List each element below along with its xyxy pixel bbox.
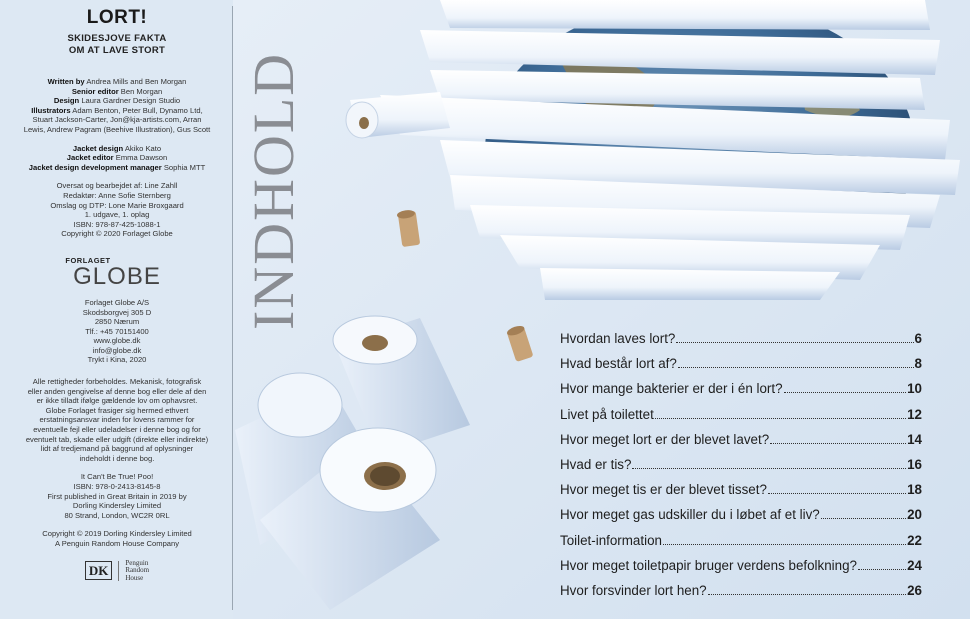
toc-title: Hvor meget tis er der blevet tisset? — [560, 482, 767, 498]
credit-jacket-editor: Jacket editor Emma Dawson — [66, 153, 168, 163]
toc-page-number: 26 — [907, 582, 922, 598]
toc-entry[interactable] — [560, 457, 922, 482]
credit-design: Design Laura Gardner Design Studio — [53, 96, 181, 106]
toc-title: Hvad er tis? — [560, 456, 632, 472]
toc-title: Hvad består lort af? — [560, 356, 677, 372]
address-line: www.globe.dk — [93, 336, 141, 346]
toc-page-number: 14 — [907, 431, 922, 447]
credit-illustrators: Illustrators Adam Benton, Peter Bull, Dynamo Ltd, — [31, 105, 203, 115]
toc-page-number: 12 — [907, 406, 922, 422]
page-divider — [232, 6, 233, 610]
toc-entry[interactable] — [560, 331, 922, 356]
toc-leader — [821, 518, 906, 519]
toc-title: Hvor meget lort er der blevet lavet? — [560, 431, 770, 447]
address-line: 2850 Nærum — [94, 317, 140, 327]
credits-block — [8, 77, 226, 135]
toc-entry[interactable] — [560, 482, 922, 507]
toc-title: Livet på toilettet — [560, 406, 654, 422]
toc-page-number: 22 — [907, 532, 922, 548]
toc-leader — [784, 392, 907, 393]
copyright-line: A Penguin Random House Company — [54, 538, 180, 548]
original-edition-info — [8, 472, 226, 520]
credit-jacket-dev: Jacket design development manager Sophia MTT — [28, 162, 206, 172]
address-line: Forlaget Globe A/S — [84, 297, 150, 307]
rights-line: erstatningsansvar inden for lovens rammer for — [39, 415, 195, 425]
jacket-credits — [8, 144, 226, 173]
toc-page-number: 6 — [914, 331, 922, 346]
logo-word: GLOBE — [73, 262, 161, 290]
uk-line: It Can't Be True! Poo! — [80, 472, 154, 482]
toc-entry[interactable] — [560, 507, 922, 532]
toc-title: Hvor mange bakterier er der i én lort? — [560, 381, 783, 397]
uk-line: ISBN: 978-0-2413-8145-8 — [73, 482, 161, 491]
danish-line: Omslag og DTP: Lone Marie Broxgaard — [50, 200, 184, 210]
toc-leader — [663, 544, 906, 545]
penguin-random-house-text: Penguin Random House — [125, 558, 150, 582]
toc-page-number: 20 — [907, 507, 922, 523]
credit-illustrators-line: Lewis, Andrew Pagram (Beehive Illustration), Gus Scott — [23, 124, 211, 134]
credits-column — [8, 0, 226, 582]
danish-line: Redaktør: Anne Sofie Sternberg — [63, 190, 171, 200]
toc-leader — [676, 342, 913, 343]
toc-leader — [655, 418, 906, 419]
toc-leader — [768, 493, 906, 494]
book-title: LORT! — [86, 7, 148, 28]
uk-line: First published in Great Britain in 2019 by — [47, 491, 187, 501]
toc-page-number: 16 — [907, 456, 922, 472]
address-line: info@globe.dk — [92, 345, 142, 355]
toc-entry[interactable] — [560, 381, 922, 406]
toc-entry[interactable] — [560, 407, 922, 432]
toc-leader — [770, 443, 906, 444]
rights-notice — [8, 377, 226, 463]
toc-title: Hvor meget toiletpapir bruger verdens befolkning? — [560, 557, 857, 573]
toc-entry[interactable] — [560, 533, 922, 558]
toc-leader — [858, 569, 906, 570]
danish-line: Copyright © 2020 Forlaget Globe — [61, 229, 173, 239]
contents-heading: INDHOLD — [241, 51, 306, 330]
toc-title: Hvor meget gas udskiller du i løbet af et liv? — [560, 507, 820, 523]
copyright-line: Copyright © 2019 Dorling Kindersley Limited — [42, 529, 192, 539]
credit-senior-editor: Senior editor Ben Morgan — [71, 86, 163, 96]
danish-line: 1. udgave, 1. oplag — [84, 210, 150, 220]
rights-line: lidt af tredjemand på baggrund af oplysninger — [40, 444, 194, 454]
toc-title: Toilet-information — [560, 532, 662, 548]
toc-title: Hvor forsvinder lort hen? — [560, 582, 707, 598]
dk-logo — [8, 560, 226, 583]
danish-edition-credits — [8, 181, 226, 239]
rights-line: eventuelt tab, skade eller udgift (direkte eller indirekte) — [25, 434, 209, 444]
toc-leader — [708, 594, 906, 595]
copyright-notice — [8, 529, 226, 548]
logo-small-text: FORLAGET — [65, 255, 111, 265]
toc-entry[interactable] — [560, 558, 922, 583]
uk-line: Dorling Kindersley Limited — [72, 501, 162, 511]
address-line: Trykt i Kina, 2020 — [87, 355, 147, 365]
dk-mark: DK — [85, 561, 113, 580]
rights-line: eller anden gengivelse af denne bog eller dele af den — [27, 386, 207, 396]
credit-jacket-design: Jacket design Akiko Kato — [72, 143, 162, 153]
toc-entry[interactable] — [560, 583, 922, 608]
toc-entry[interactable] — [560, 432, 922, 457]
rights-line: er ikke tilladt ifølge gældende lov om ophavsret. — [36, 396, 198, 406]
publisher-address — [8, 298, 226, 365]
rights-line: indeholdt i denne bog. — [79, 453, 155, 463]
toc-title: Hvordan laves lort? — [560, 331, 676, 346]
logo-separator — [118, 561, 119, 581]
table-of-contents — [560, 331, 922, 608]
rights-line: eventuelle fejl eller udeladelser i denne bog og for — [33, 425, 201, 435]
toc-page-number: 10 — [907, 381, 922, 397]
book-subtitle — [8, 33, 226, 57]
rights-line: Alle rettigheder forbeholdes. Mekanisk, fotografisk — [32, 377, 202, 387]
subtitle-line: SKIDESJOVE FAKTA — [67, 33, 167, 44]
subtitle-line: OM AT LAVE STORT — [68, 45, 166, 56]
address-line: Tlf.: +45 70151400 — [85, 326, 149, 336]
toc-page-number: 18 — [907, 482, 922, 498]
toc-page-number: 24 — [907, 557, 922, 573]
toc-leader — [632, 468, 906, 469]
rights-line: Globe Forlaget frasiger sig hermed ethvert — [45, 405, 189, 415]
credit-illustrators-line: Stuart Jackson-Carter, Jon@kja-artists.com, Arran — [32, 115, 202, 125]
globe-logo — [8, 256, 226, 289]
danish-line: ISBN: 978-87-425-1088-1 — [73, 219, 161, 229]
toc-page-number: 8 — [914, 356, 922, 372]
address-line: Skodsborgvej 305 D — [82, 307, 152, 317]
toc-entry[interactable] — [560, 356, 922, 381]
danish-line: Oversat og bearbejdet af: Line Zahll — [56, 181, 178, 191]
uk-line: 80 Strand, London, WC2R 0RL — [64, 510, 170, 520]
credit-written-by: Written by Andrea Mills and Ben Morgan — [47, 77, 187, 86]
toc-leader — [678, 367, 914, 368]
